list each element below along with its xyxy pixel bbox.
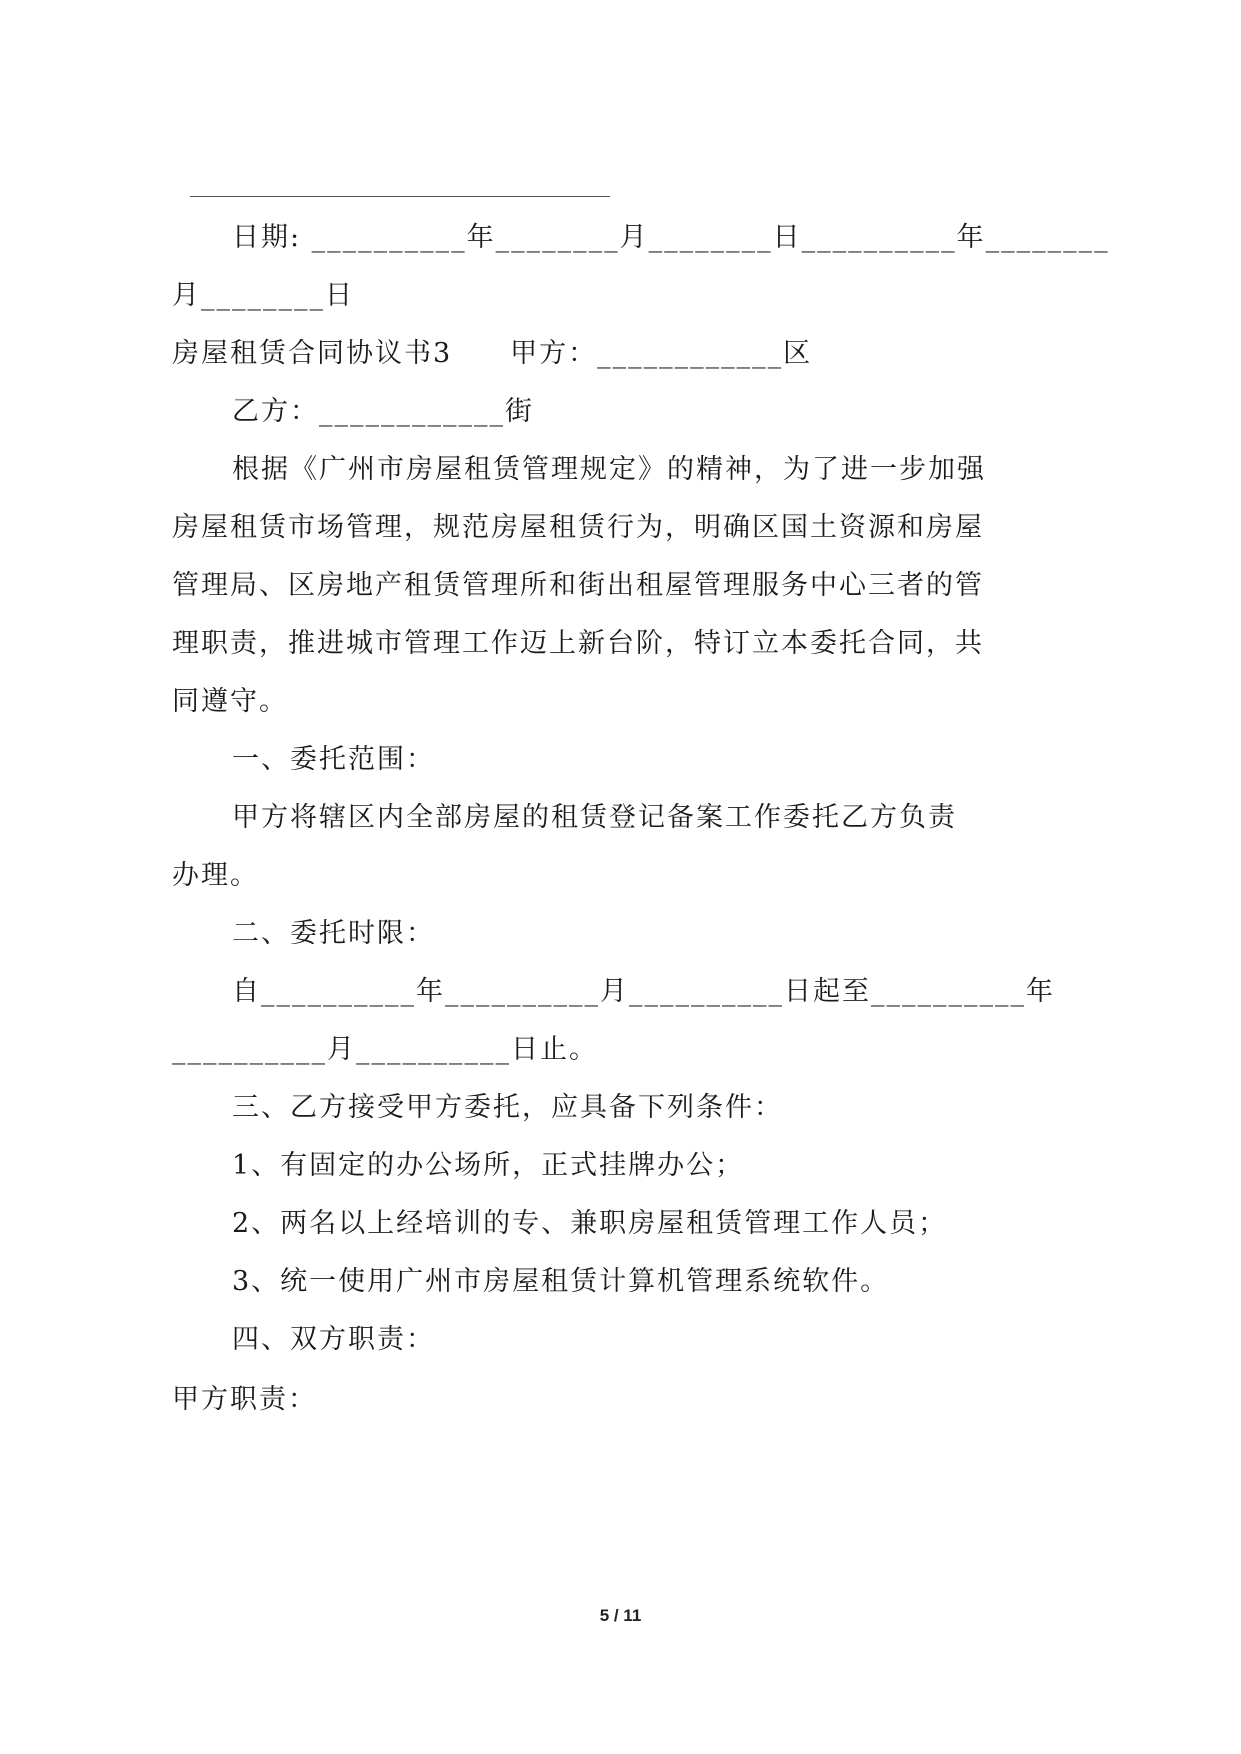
condition-item: 3、统一使用广州市房屋租赁计算机管理系统软件。 xyxy=(232,1266,890,1297)
date-line: 日期: __________年________月________日__________年________ xyxy=(232,222,1110,253)
paragraph-line: 甲方将辖区内全部房屋的租赁登记备案工作委托乙方负责 xyxy=(232,802,957,833)
document-title-line: 房屋租赁合同协议书3 甲方：____________区 xyxy=(172,338,813,369)
condition-item: 1、有固定的办公场所，正式挂牌办公； xyxy=(232,1150,745,1181)
paragraph-line: 根据《广州市房屋租赁管理规定》的精神，为了进一步加强 xyxy=(232,454,986,485)
paragraph-line: 自__________年__________月__________日起至__________年 xyxy=(232,976,1055,1007)
condition-item: 2、两名以上经培训的专、兼职房屋租赁管理工作人员； xyxy=(232,1208,948,1239)
section-heading-conditions: 三、乙方接受甲方委托，应具备下列条件： xyxy=(232,1092,783,1123)
page-number: 5 / 11 xyxy=(599,1606,642,1625)
section-heading-scope: 一、委托范围： xyxy=(232,744,435,775)
paragraph-line: 办理。 xyxy=(172,860,259,891)
paragraph-line: 同遵守。 xyxy=(172,686,288,717)
top-divider-line xyxy=(190,196,610,197)
party-a-duties-heading: 甲方职责： xyxy=(172,1384,317,1415)
section-heading-duties: 四、双方职责： xyxy=(232,1324,435,1355)
paragraph-line: 理职责，推进城市管理工作迈上新台阶，特订立本委托合同，共 xyxy=(172,628,984,659)
date-line-continued: 月________日 xyxy=(172,280,354,311)
paragraph-line: __________月__________日止。 xyxy=(172,1034,598,1065)
paragraph-line: 房屋租赁市场管理，规范房屋租赁行为，明确区国土资源和房屋 xyxy=(172,512,984,543)
paragraph-line: 管理局、区房地产租赁管理所和街出租屋管理服务中心三者的管 xyxy=(172,570,984,601)
party-b-line: 乙方：____________街 xyxy=(232,396,534,427)
section-heading-term: 二、委托时限： xyxy=(232,918,435,949)
